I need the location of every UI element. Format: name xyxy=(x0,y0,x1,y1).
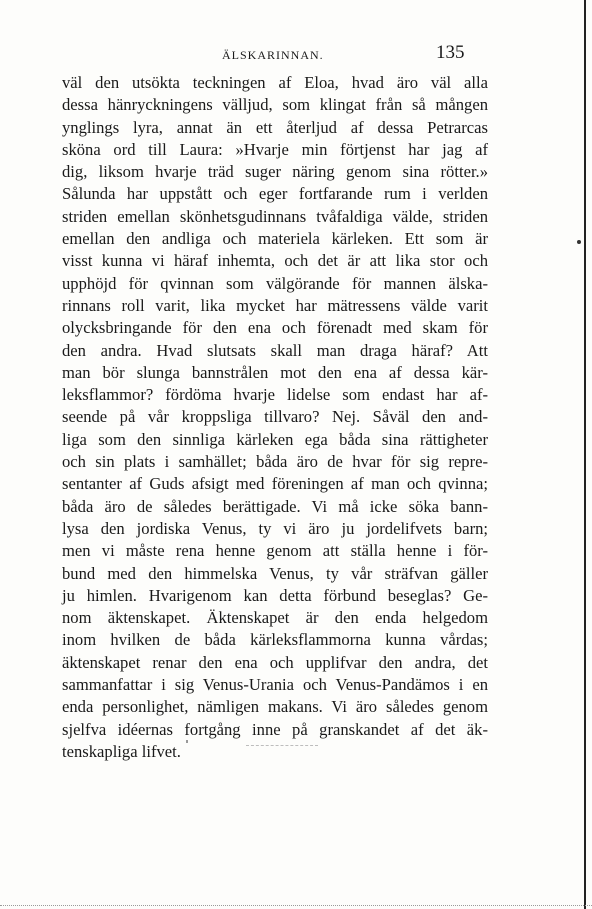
page-header xyxy=(0,42,592,66)
running-head: ÄLSKARINNAN. xyxy=(222,48,324,62)
text-line: lysa den jordiska Venus, ty vi äro ju jordelifvets barn; xyxy=(62,518,488,538)
text-line: rinnans roll varit, lika mycket har mätressens välde varit xyxy=(62,295,488,315)
text-line-final: tenskapliga lifvet. xyxy=(62,741,181,761)
text-line: men vi måste rena henne genom att ställa henne i för- xyxy=(62,541,488,561)
page-number: 135 xyxy=(436,42,465,63)
text-line: visst kunna vi häraf inhemta, och det är att lika stor och xyxy=(62,251,488,271)
text-line: och sin plats i samhället; båda äro de hvar för sig repre- xyxy=(62,452,488,472)
margin-mark xyxy=(577,240,581,244)
text-line: seende på vår kroppsliga tillvaro? Nej. Såväl den and- xyxy=(62,407,488,427)
text-line: den andra. Hvad slutsats skall man draga häraf? Att xyxy=(62,340,488,360)
text-line: leksflammor? fördöma hvarje lidelse som endast har af- xyxy=(62,385,488,405)
text-line: nom äktenskapet. Äktenskapet är den enda helgedom xyxy=(62,608,488,628)
text-line: striden emellan skönhetsgudinnans tvåfaldiga välde, striden xyxy=(62,206,488,226)
body-text xyxy=(62,72,488,763)
text-line: sentanter af Guds afsigt med föreningen af man och qvinna; xyxy=(62,474,488,494)
text-line: upphöjd för qvinnan som välgörande för mannen älska- xyxy=(62,273,488,293)
text-line: dessa hänryckningens välljud, som klingat från så mången xyxy=(62,95,488,115)
text-line: äktenskapet renar den ena och upplifvar den andra, det xyxy=(62,652,488,672)
print-speck xyxy=(186,740,188,743)
text-line: sjelfva idéernas fortgång inne på granskandet af det äk- xyxy=(62,719,488,739)
text-line: väl den utsökta teckningen af Eloa, hvad äro väl alla xyxy=(62,73,488,92)
text-line: båda äro de således berättigade. Vi må icke söka bann- xyxy=(62,496,488,516)
text-line: dig, liksom hvarje träd suger näring genom sina rötter.» xyxy=(62,162,488,182)
text-line: ynglings lyra, annat än ett återljud af dessa Petrarcas xyxy=(62,117,488,137)
text-line: olycksbringande för den ena och förenadt med skam för xyxy=(62,318,488,338)
page-bottom-edge xyxy=(0,905,592,906)
text-line: inom hvilken de båda kärleksflammorna kunna vårdas; xyxy=(62,630,488,650)
text-line: bund med den himmelska Venus, ty vår sträfvan gäller xyxy=(62,563,488,583)
page-edge-shadow xyxy=(584,0,586,909)
text-line: ju himlen. Hvarigenom kan detta förbund beseglas? Ge- xyxy=(62,585,488,605)
text-line: sköna ord till Laura: »Hvarje min förtjenst har jag af xyxy=(62,139,488,159)
text-line: liga som den sinnliga kärleken ega båda sina rättigheter xyxy=(62,429,488,449)
text-line: sammanfattar i sig Venus-Urania och Venus-Pandämos i en xyxy=(62,675,488,695)
text-line: emellan den andliga och materiela kärleken. Ett som är xyxy=(62,229,488,249)
section-end-rule xyxy=(246,745,318,746)
text-line: enda personlighet, nämligen makans. Vi äro således genom xyxy=(62,697,488,717)
text-line: man bör slunga bannstrålen mot den ena af dessa kär- xyxy=(62,362,488,382)
text-line: Sålunda har uppstått och eger fortfarande rum i verlden xyxy=(62,184,488,204)
